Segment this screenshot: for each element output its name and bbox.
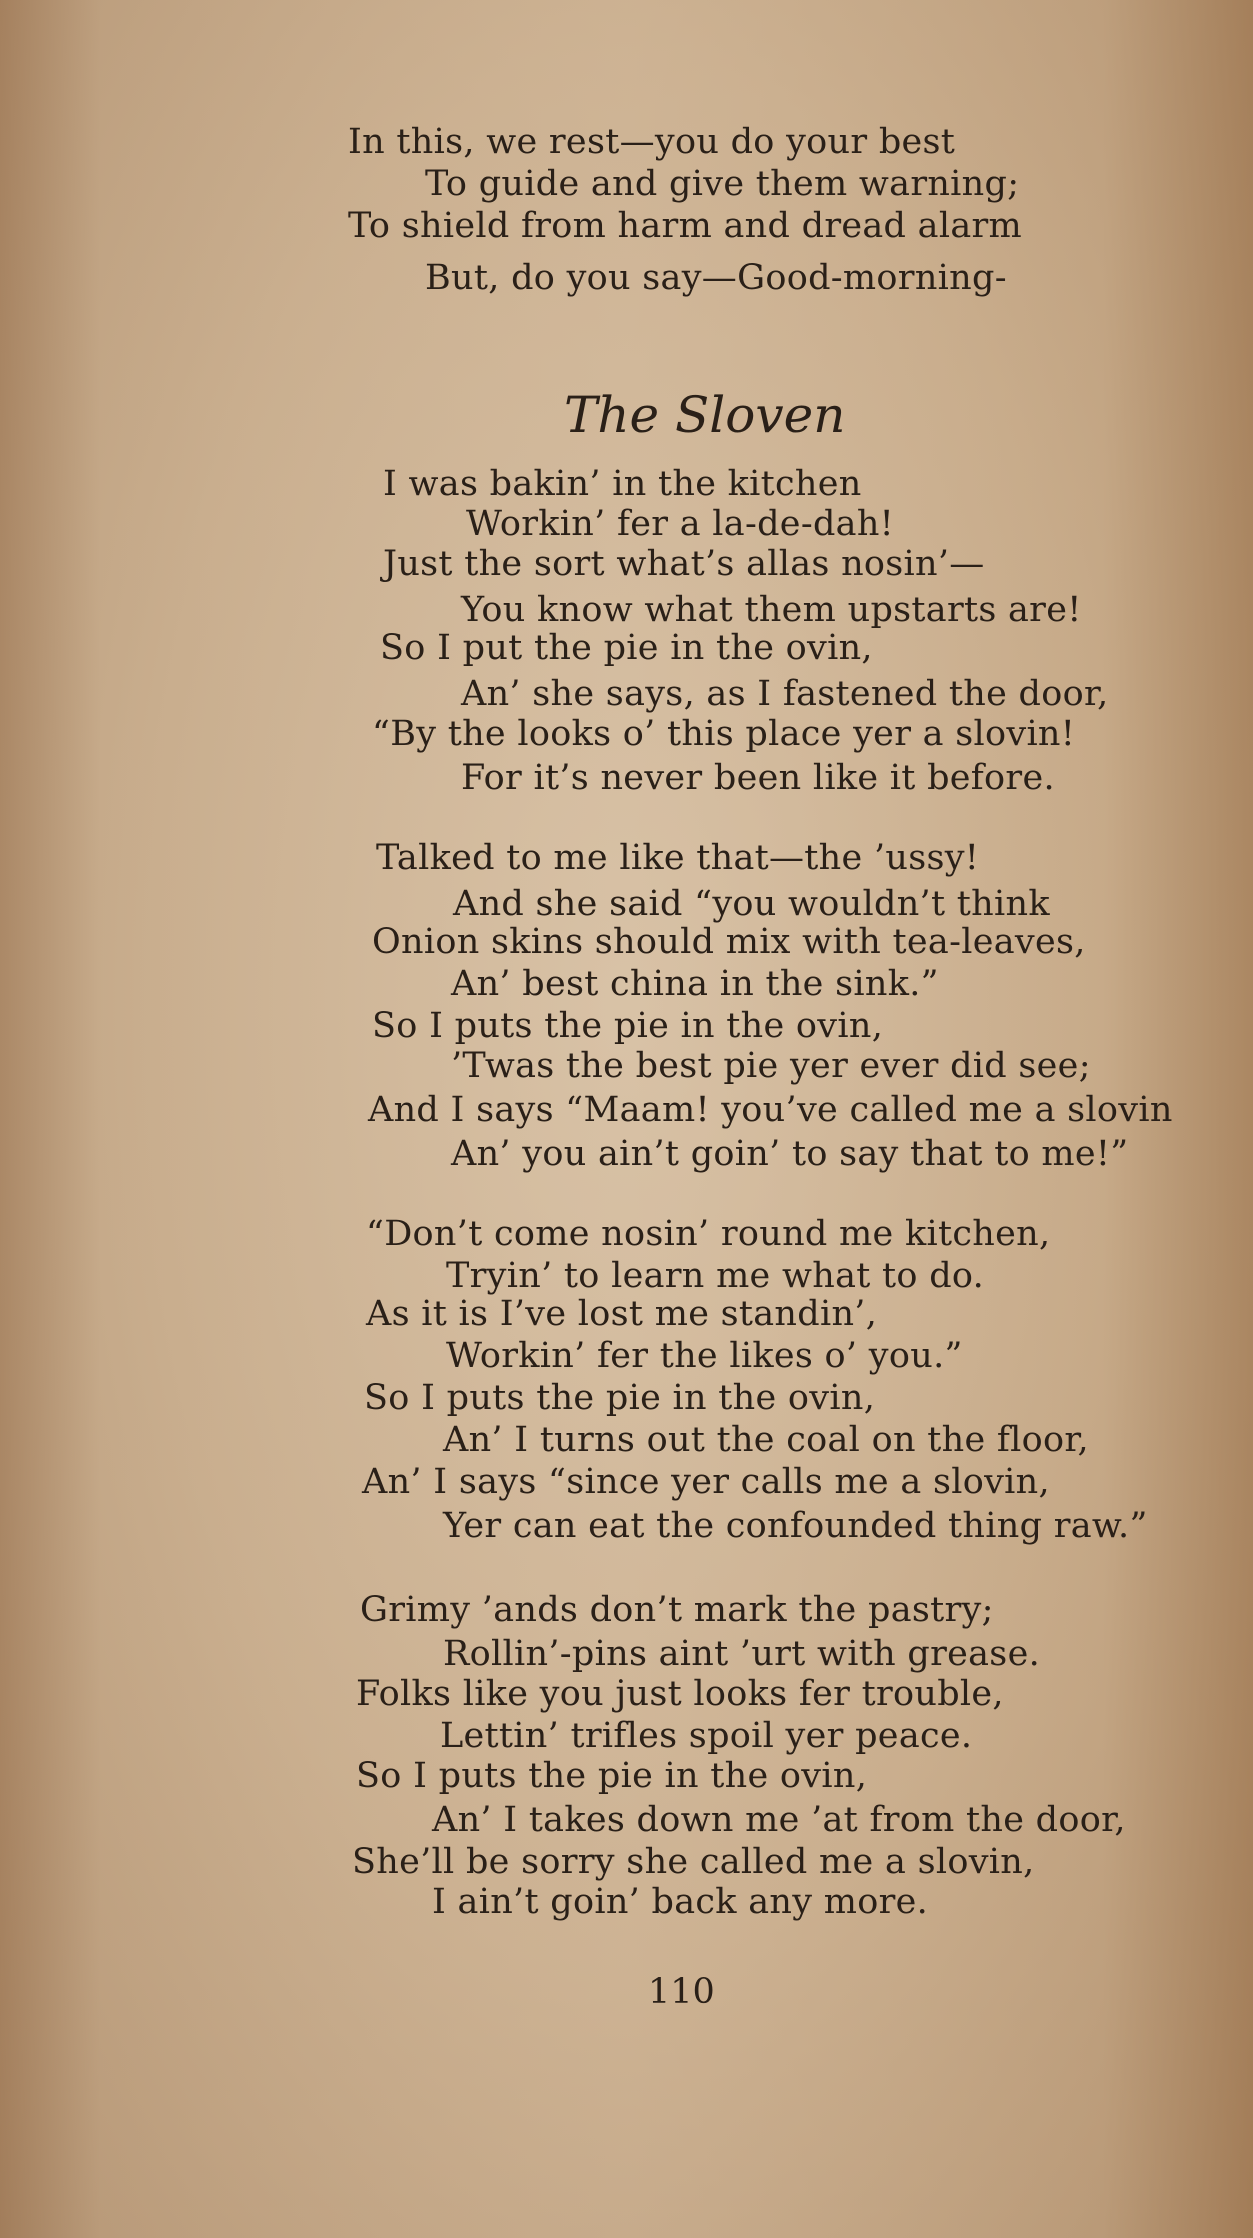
verse-line: So I puts the pie in the ovin, <box>372 1006 884 1046</box>
verse-line: ’Twas the best pie yer ever did see; <box>451 1046 1091 1086</box>
verse-line: An’ I turns out the coal on the floor, <box>443 1420 1089 1460</box>
verse-line: I ain’t goin’ back any more. <box>432 1882 929 1922</box>
verse-line: Workin’ fer a la-de-dah! <box>466 504 895 544</box>
verse-line: Onion skins should mix with tea-leaves, <box>372 922 1086 962</box>
verse-line: An’ best china in the sink.” <box>451 964 939 1004</box>
verse-line: Talked to me like that—the ’ussy! <box>376 838 980 878</box>
verse-line: So I puts the pie in the ovin, <box>364 1378 876 1418</box>
verse-line: For it’s never been like it before. <box>461 758 1055 798</box>
verse-line: So I put the pie in the ovin, <box>380 628 873 668</box>
verse-line: So I puts the pie in the ovin, <box>356 1756 868 1796</box>
verse-line: But, do you say—Good-morning- <box>425 258 1007 298</box>
verse-line: Just the sort what’s allas nosin’— <box>383 544 985 584</box>
page-number: 110 <box>648 1972 715 2012</box>
verse-line: To shield from harm and dread alarm <box>348 206 1023 246</box>
verse-line: Grimy ’ands don’t mark the pastry; <box>360 1590 994 1630</box>
verse-line: To guide and give them warning; <box>425 164 1020 204</box>
verse-line: In this, we rest—you do your best <box>348 122 956 162</box>
verse-line: An’ I takes down me ’at from the door, <box>432 1800 1126 1840</box>
verse-line: Tryin’ to learn me what to do. <box>446 1256 985 1296</box>
verse-line: “Don’t come nosin’ round me kitchen, <box>366 1214 1051 1254</box>
verse-line: Yer can eat the confounded thing raw.” <box>443 1506 1148 1546</box>
verse-line: An’ she says, as I fastened the door, <box>461 674 1109 714</box>
verse-line: I was bakin’ in the kitchen <box>383 464 862 504</box>
verse-line: And I says “Maam! you’ve called me a slovin <box>368 1090 1173 1130</box>
verse-line: “By the looks o’ this place yer a slovin! <box>372 714 1076 754</box>
verse-line: And she said “you wouldn’t think <box>453 884 1050 924</box>
verse-line: She’ll be sorry she called me a slovin, <box>352 1842 1035 1882</box>
verse-line: Workin’ fer the likes o’ you.” <box>446 1336 963 1376</box>
verse-line: Lettin’ trifles spoil yer peace. <box>440 1716 973 1756</box>
verse-line: An’ you ain’t goin’ to say that to me!” <box>451 1134 1129 1174</box>
poem-title: The Sloven <box>564 386 846 444</box>
verse-line: Folks like you just looks fer trouble, <box>356 1674 1004 1714</box>
verse-line: An’ I says “since yer calls me a slovin, <box>362 1462 1050 1502</box>
verse-line: You know what them upstarts are! <box>461 590 1082 630</box>
verse-line: Rollin’-pins aint ’urt with grease. <box>443 1634 1041 1674</box>
verse-line: As it is I’ve lost me standin’, <box>366 1294 878 1334</box>
